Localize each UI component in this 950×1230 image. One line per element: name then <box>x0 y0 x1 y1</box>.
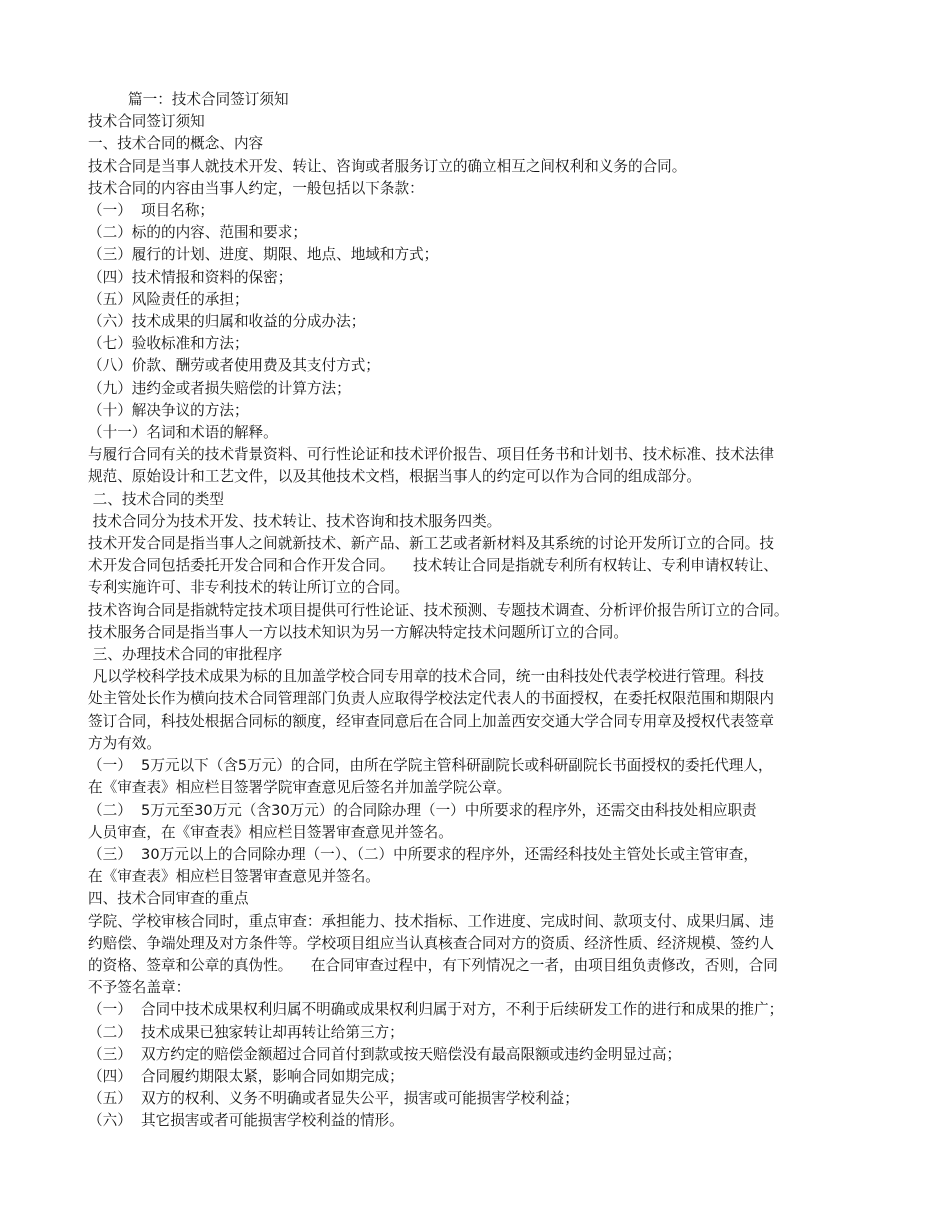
text-line: 方为有效。 <box>88 734 161 752</box>
text-line: 规范、原始设计和工艺文件，以及其他技术文档，根据当事人的约定可以作为合同的组成部分。 <box>88 468 701 486</box>
text-line: 技术咨询合同是指就特定技术项目提供可行性论证、技术预测、专题技术调查、分析评价报告所订立的合同。 <box>88 601 789 619</box>
text-line: 技术合同的内容由当事人约定，一般包括以下条款： <box>88 179 424 197</box>
text-line: （十一）名词和术语的解释。 <box>88 424 278 442</box>
text-line: 不予签名盖章： <box>88 979 191 997</box>
text-line: 在《审查表》相应栏目签署学院审查意见后签名并加盖学院公章。 <box>88 779 512 797</box>
text-line: （一） 5万元以下（含5万元）的合同，由所在学院主管科研副院长或科研副院长书面授权的委托代理人， <box>88 757 773 775</box>
document-title: 篇一：技术合同签订须知 <box>128 91 289 108</box>
text-line: 技术开发合同是指当事人之间就新技术、新产品、新工艺或者新材料及其系统的讨论开发所订立的合同。技 <box>88 535 774 553</box>
text-line: （六）技术成果的归属和收益的分成办法； <box>88 313 366 331</box>
text-line: （三） 30万元以上的合同除办理（一）、（二）中所要求的程序外，还需经科技处主管处长或主管审查， <box>88 845 758 863</box>
text-line: 处主管处长作为横向技术合同管理部门负责人应取得学校法定代表人的书面授权，在委托权限范围和期限内 <box>88 690 774 708</box>
document-body <box>88 89 863 1133</box>
text-line: （三） 双方约定的赔偿金额超过合同首付到款或按天赔偿没有最高限额或违约金明显过高； <box>88 1045 682 1063</box>
text-line: 专利实施许可、非专利技术的转让所订立的合同。 <box>88 579 410 597</box>
text-line: （二） 5万元至30万元（含30万元）的合同除办理（一）中所要求的程序外，还需交由科技处相应职责 <box>88 801 757 819</box>
text-line: （一） 项目名称； <box>88 202 215 220</box>
text-line: （一） 合同中技术成果权利归属不明确或成果权利归属于对方，不利于后续研发工作的进行和成果的推广； <box>88 1001 784 1019</box>
text-line: （五） 双方的权利、义务不明确或者显失公平，损害或可能损害学校利益； <box>88 1090 579 1108</box>
text-line: 技术合同是当事人就技术开发、转让、咨询或者服务订立的确立相互之间权利和义务的合同。 <box>88 157 687 175</box>
text-line: 学院、学校审核合同时，重点审查：承担能力、技术指标、工作进度、完成时间、款项支付、成果归属、违 <box>88 912 774 930</box>
text-line: 技术合同签订须知 <box>88 113 205 131</box>
text-line: 术开发合同包括委托开发合同和合作开发合同。 技术转让合同是指就专利所有权转让、专利申请权转让、 <box>88 557 778 575</box>
text-line: 技术服务合同是指当事人一方以技术知识为另一方解决特定技术问题所订立的合同。 <box>88 623 628 641</box>
document-text-lines <box>88 111 863 1132</box>
text-line: （二） 技术成果已独家转让却再转让给第三方； <box>88 1023 404 1041</box>
text-line: 人员审查，在《审查表》相应栏目签署审查意见并签名。 <box>88 823 453 841</box>
text-line: 签订合同，科技处根据合同标的额度，经审查同意后在合同上加盖西安交通大学合同专用章及授权代表签章 <box>88 712 774 730</box>
text-line: （四） 合同履约期限太紧，影响合同如期完成； <box>88 1067 404 1085</box>
text-line: 四、技术合同审查的重点 <box>88 890 249 908</box>
text-line: 三、办理技术合同的审批程序 <box>88 646 283 664</box>
text-line: 二、技术合同的类型 <box>88 490 224 508</box>
text-line: （二）标的的内容、范围和要求； <box>88 224 307 242</box>
text-line: （三）履行的计划、进度、期限、地点、地域和方式； <box>88 246 439 264</box>
text-line: （七）验收标准和方法； <box>88 335 249 353</box>
text-line: （九）违约金或者损失赔偿的计算方法； <box>88 379 351 397</box>
text-line: 约赔偿、争端处理及对方条件等。学校项目组应当认真核查合同对方的资质、经济性质、经济规模、签约人 <box>88 934 774 952</box>
text-line: 技术合同分为技术开发、技术转让、技术咨询和技术服务四类。 <box>88 512 502 530</box>
text-line: （八）价款、酬劳或者使用费及其支付方式； <box>88 357 380 375</box>
text-line: （六） 其它损害或者可能损害学校利益的情形。 <box>88 1112 404 1130</box>
text-line: 凡以学校科学技术成果为标的且加盖学校合同专用章的技术合同，统一由科技处代表学校进行管理。科技 <box>88 668 764 686</box>
text-line: 一、技术合同的概念、内容 <box>88 135 264 153</box>
text-line: 在《审查表》相应栏目签署审查意见并签名。 <box>88 868 380 886</box>
text-line: 与履行合同有关的技术背景资料、可行性论证和技术评价报告、项目任务书和计划书、技术标准、技术法律 <box>88 446 774 464</box>
text-line: （五）风险责任的承担； <box>88 290 249 308</box>
text-line: 的资格、签章和公章的真伪性。 在合同审查过程中，有下列情况之一者，由项目组负责修改，否则，合同 <box>88 956 778 974</box>
text-line: （十）解决争议的方法； <box>88 401 249 419</box>
text-line: （四）技术情报和资料的保密； <box>88 268 293 286</box>
